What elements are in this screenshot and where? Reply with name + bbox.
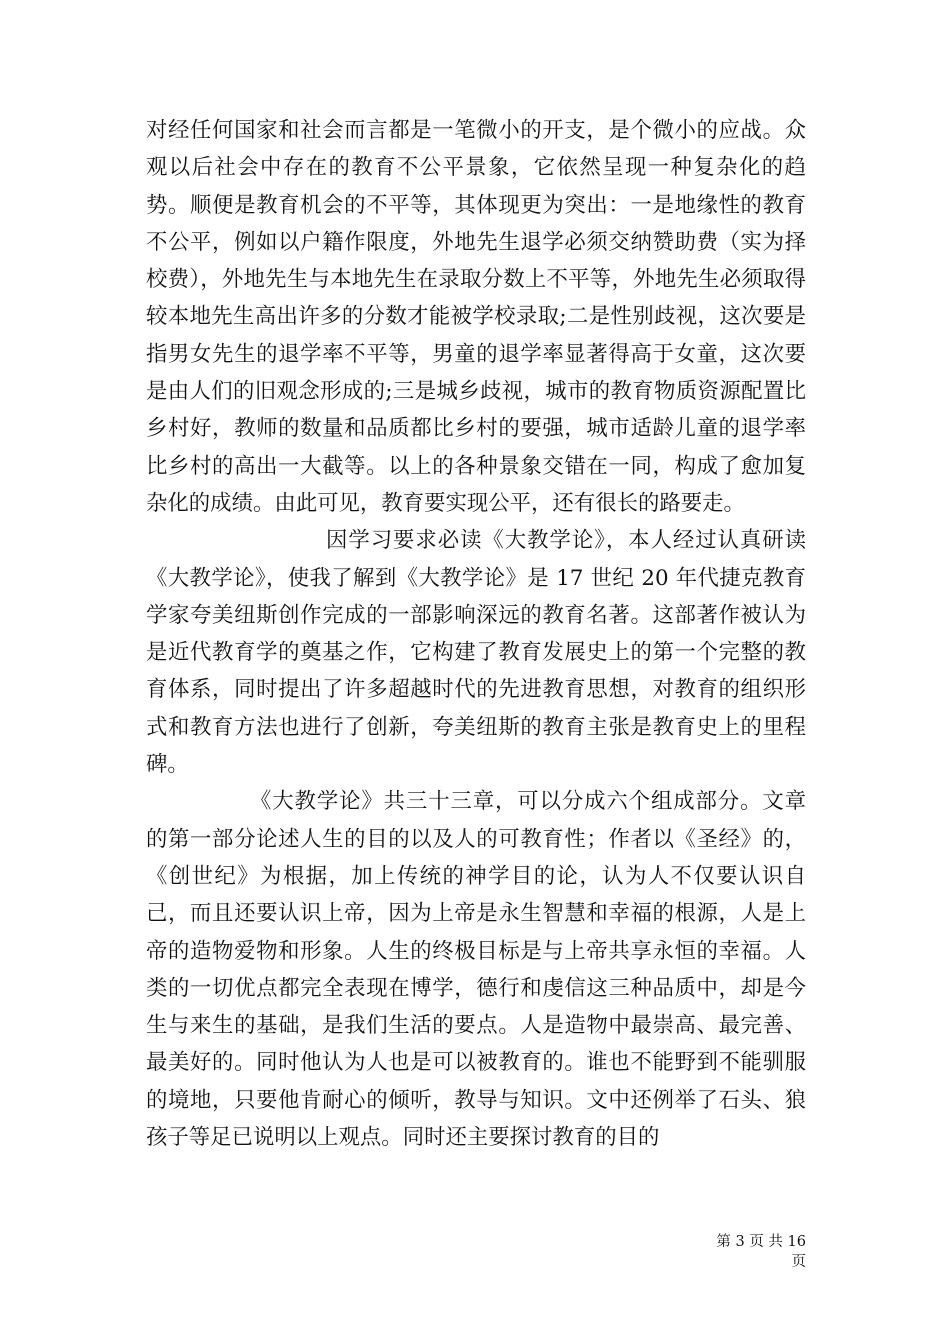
paragraph-great-didactic-intro: 因学习要求必读《大教学论》，本人经过认真研读《大教学论》，使我了解到《大教学论》是 17 世纪 20 年代捷克教育学家夸美纽斯创作完成的一部影响深远的教育名著。这部著作被认为是近代教育学的奠基之作，它构建了教育发展史上的第一个完整的教育体系，同时提出了许多超越时代的先进教育思想，对教育的组织形式和教育方法也进行了创新，夸美纽斯的教育主张是教育史上的里程碑。	[146, 528, 806, 778]
paragraph-great-didactic-structure: 《大教学论》共三十三章，可以分成六个组成部分。文章的第一部分论述人生的目的以及人的可教育性；作者以《圣经》的，《创世纪》为根据，加上传统的神学目的论，认为人不仅要认识自己，而且还要认识上帝，因为上帝是永生智慧和幸福的根源，人是上帝的造物爱物和形象。人生的终极目标是与上帝共享永恒的幸福。人类的一切优点都完全表现在博学，德行和虔信这三种品质中，却是今生与来生的基础，是我们生活的要点。人是造物中最崇高、最完善、最美好的。同时他认为人也是可以被教育的。谁也不能野到不能驯服的境地，只要他肯耐心的倾听，教导与知识。文中还例举了石头、狼孩子等足已说明以上观点。同时还主要探讨教育的目的	[146, 789, 806, 1151]
document-body	[146, 112, 806, 1156]
page-number-footer: 第 3 页 共 16 页	[716, 1234, 806, 1270]
paragraph-education-inequality: 对经任何国家和社会而言都是一笔微小的开支，是个微小的应战。众观以后社会中存在的教育不公平景象，它依然呈现一种复杂化的趋势。顺便是教育机会的不平等，其体现更为突出：一是地缘性的教育不公平，例如以户籍作限度，外地先生退学必须交纳赞助费（实为择校费），外地先生与本地先生在录取分数上不平等，外地先生必须取得较本地先生高出许多的分数才能被学校录取;二是性别歧视，这次要是指男女先生的退学率不平等，男童的退学率显著得高于女童，这次要是由人们的旧观念形成的;三是城乡歧视，城市的教育物质资源配置比乡村好，教师的数量和品质都比乡村的要强，城市适龄儿童的退学率比乡村的高出一大截等。以上的各种景象交错在一同，构成了愈加复杂化的成绩。由此可见，教育要实现公平，还有很长的路要走。	[146, 118, 806, 516]
